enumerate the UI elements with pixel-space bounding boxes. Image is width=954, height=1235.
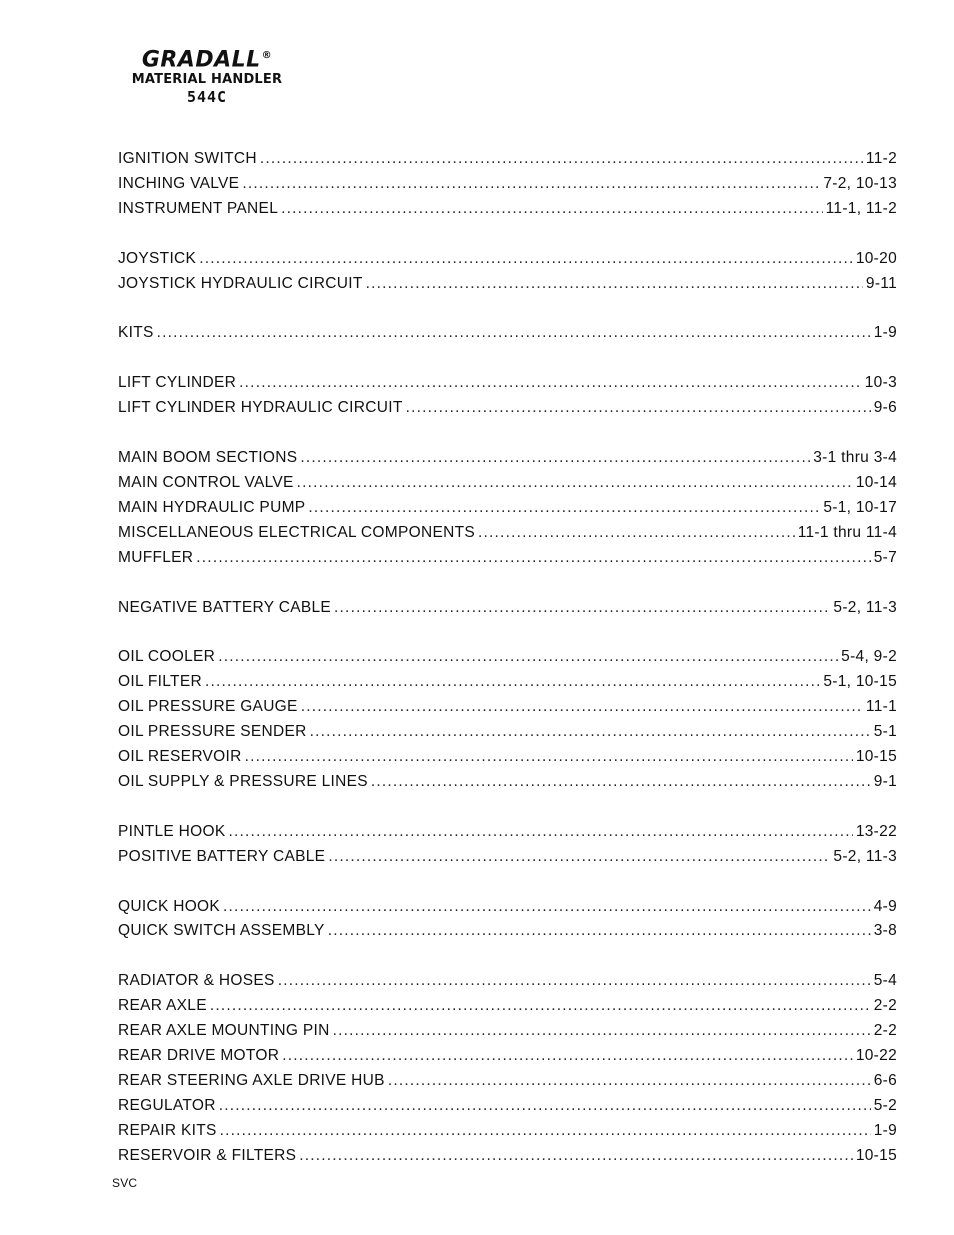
brand-logo [112, 44, 302, 72]
index-term: MAIN CONTROL VALVE [118, 474, 294, 492]
index-group [118, 374, 897, 424]
index-entry [118, 1147, 897, 1172]
index-term: JOYSTICK HYDRAULIC CIRCUIT [118, 274, 363, 292]
index-term: RESERVOIR & FILTERS [118, 1146, 297, 1164]
page-reference: 7-2, 10-13 [823, 174, 897, 192]
dot-leader [310, 723, 871, 741]
index-term: MAIN BOOM SECTIONS [118, 449, 298, 467]
page-reference: 11-2 [865, 150, 897, 167]
index-term: OIL SUPPLY & PRESSURE LINES [118, 772, 368, 790]
index-entry [118, 549, 897, 574]
dot-leader [239, 374, 862, 392]
model-number: 544C [186, 88, 228, 107]
page-reference: 4-9 [873, 897, 897, 915]
index-entry [118, 175, 897, 200]
page-reference: 9-11 [865, 274, 897, 292]
index-term: QUICK SWITCH ASSEMBLY [118, 922, 325, 940]
dot-leader [300, 449, 810, 467]
dot-leader [333, 1022, 871, 1040]
page-reference: 13-22 [855, 822, 897, 840]
page-reference: 11-1 [865, 698, 897, 716]
index-group [118, 150, 897, 225]
dot-leader [371, 773, 871, 791]
index-term: MUFFLER [118, 548, 194, 566]
dot-leader [406, 399, 871, 417]
index-group [118, 449, 897, 573]
dot-leader [282, 1047, 853, 1065]
page-reference: 10-14 [855, 474, 897, 492]
index-term: INSTRUMENT PANEL [118, 199, 279, 217]
footer-code: SVC [112, 1176, 138, 1190]
page-reference: 5-1, 10-15 [823, 673, 897, 691]
dot-leader [260, 150, 863, 168]
dot-leader [478, 524, 795, 542]
page-reference: 5-4, 9-2 [841, 648, 897, 666]
page-reference: 3-8 [873, 922, 897, 940]
dot-leader [219, 1097, 871, 1115]
index-term: JOYSTICK [118, 249, 197, 267]
index-term: REAR AXLE MOUNTING PIN [118, 1022, 330, 1040]
document-header [112, 44, 302, 106]
index-entry [118, 374, 897, 399]
page-reference: 5-2, 11-3 [833, 847, 897, 865]
index-term: POSITIVE BATTERY CABLE [118, 847, 326, 865]
index-entry [118, 449, 897, 474]
page-reference: 2-2 [873, 1022, 897, 1040]
index-term: REAR STEERING AXLE DRIVE HUB [118, 1071, 385, 1089]
dot-leader [220, 1122, 871, 1140]
dot-leader [157, 324, 871, 342]
index-entry [118, 250, 897, 275]
registered-mark: ® [261, 50, 273, 61]
index-entry [118, 848, 897, 873]
index-term: REGULATOR [118, 1096, 216, 1114]
index-group [118, 898, 897, 948]
dot-leader [196, 549, 870, 567]
dot-leader [281, 200, 823, 218]
page-reference: 5-2 [873, 1096, 897, 1114]
page-reference: 5-4 [873, 972, 897, 990]
index-entry [118, 150, 897, 175]
index-group [118, 972, 897, 1171]
index-entry [118, 1022, 897, 1047]
index-group [118, 648, 897, 797]
index-entry [118, 1047, 897, 1072]
dot-leader [210, 997, 871, 1015]
index-term: OIL PRESSURE GAUGE [118, 698, 298, 716]
dot-leader [199, 250, 853, 268]
page-reference: 11-1 thru 11-4 [797, 523, 897, 541]
index-term: RADIATOR & HOSES [118, 972, 275, 990]
index-entry [118, 723, 897, 748]
page-reference: 1-9 [873, 324, 897, 342]
dot-leader [334, 599, 830, 617]
index-entry [118, 275, 897, 300]
index-list [118, 150, 897, 1197]
index-entry [118, 524, 897, 549]
index-term: IGNITION SWITCH [118, 150, 257, 167]
dot-leader [278, 972, 871, 990]
index-term: REAR DRIVE MOTOR [118, 1047, 280, 1065]
index-term: QUICK HOOK [118, 897, 221, 915]
index-entry [118, 324, 897, 349]
index-term: PINTLE HOOK [118, 822, 226, 840]
index-entry [118, 499, 897, 524]
page-reference: 5-7 [873, 548, 897, 566]
dot-leader [388, 1072, 871, 1090]
index-term: LIFT CYLINDER HYDRAULIC CIRCUIT [118, 399, 403, 417]
index-entry [118, 673, 897, 698]
index-entry [118, 898, 897, 923]
index-entry [118, 200, 897, 225]
index-entry [118, 972, 897, 997]
index-term: OIL COOLER [118, 648, 216, 666]
page-reference: 5-1, 10-17 [823, 498, 897, 516]
index-term: REPAIR KITS [118, 1121, 217, 1139]
index-entry [118, 922, 897, 947]
index-entry [118, 1097, 897, 1122]
page-reference: 3-1 thru 3-4 [813, 449, 897, 467]
index-group [118, 250, 897, 300]
dot-leader [308, 499, 820, 517]
index-entry [118, 748, 897, 773]
page-reference: 2-2 [873, 997, 897, 1015]
index-term: REAR AXLE [118, 997, 207, 1015]
index-group [118, 823, 897, 873]
dot-leader [328, 922, 871, 940]
index-entry [118, 823, 897, 848]
index-entry [118, 648, 897, 673]
page-reference: 9-6 [873, 399, 897, 417]
dot-leader [242, 175, 820, 193]
page-reference: 1-9 [873, 1121, 897, 1139]
dot-leader [366, 275, 863, 293]
index-group [118, 324, 897, 349]
page-reference: 10-15 [855, 748, 897, 766]
product-subtitle: MATERIAL HANDLER [131, 72, 283, 88]
dot-leader [328, 848, 830, 866]
index-term: KITS [118, 324, 154, 342]
page-reference: 6-6 [873, 1071, 897, 1089]
dot-leader [299, 1147, 853, 1165]
page-reference: 11-1, 11-2 [825, 199, 897, 217]
index-entry [118, 474, 897, 499]
dot-leader [229, 823, 853, 841]
index-term: OIL FILTER [118, 673, 202, 691]
brand-name: GRADALL [141, 47, 261, 73]
page-reference: 10-22 [855, 1047, 897, 1065]
page-reference: 5-1 [873, 723, 897, 741]
index-term: LIFT CYLINDER [118, 374, 237, 392]
index-entry [118, 773, 897, 798]
index-term: NEGATIVE BATTERY CABLE [118, 598, 332, 616]
dot-leader [205, 673, 820, 691]
dot-leader [297, 474, 853, 492]
page-reference: 5-2, 11-3 [833, 598, 897, 616]
dot-leader [245, 748, 853, 766]
index-term: INCHING VALVE [118, 174, 240, 192]
index-entry [118, 1072, 897, 1097]
index-term: MAIN HYDRAULIC PUMP [118, 498, 306, 516]
page-reference: 9-1 [873, 772, 897, 790]
dot-leader [301, 698, 863, 716]
index-entry [118, 1122, 897, 1147]
page-reference: 10-20 [855, 249, 897, 267]
index-entry [118, 599, 897, 624]
index-entry [118, 997, 897, 1022]
page-reference: 10-15 [855, 1146, 897, 1164]
page-reference: 10-3 [864, 374, 897, 392]
index-group [118, 599, 897, 624]
index-term: MISCELLANEOUS ELECTRICAL COMPONENTS [118, 523, 476, 541]
index-entry [118, 698, 897, 723]
index-entry [118, 399, 897, 424]
dot-leader [218, 648, 838, 666]
dot-leader [223, 898, 871, 916]
index-term: OIL RESERVOIR [118, 748, 242, 766]
index-term: OIL PRESSURE SENDER [118, 723, 307, 741]
